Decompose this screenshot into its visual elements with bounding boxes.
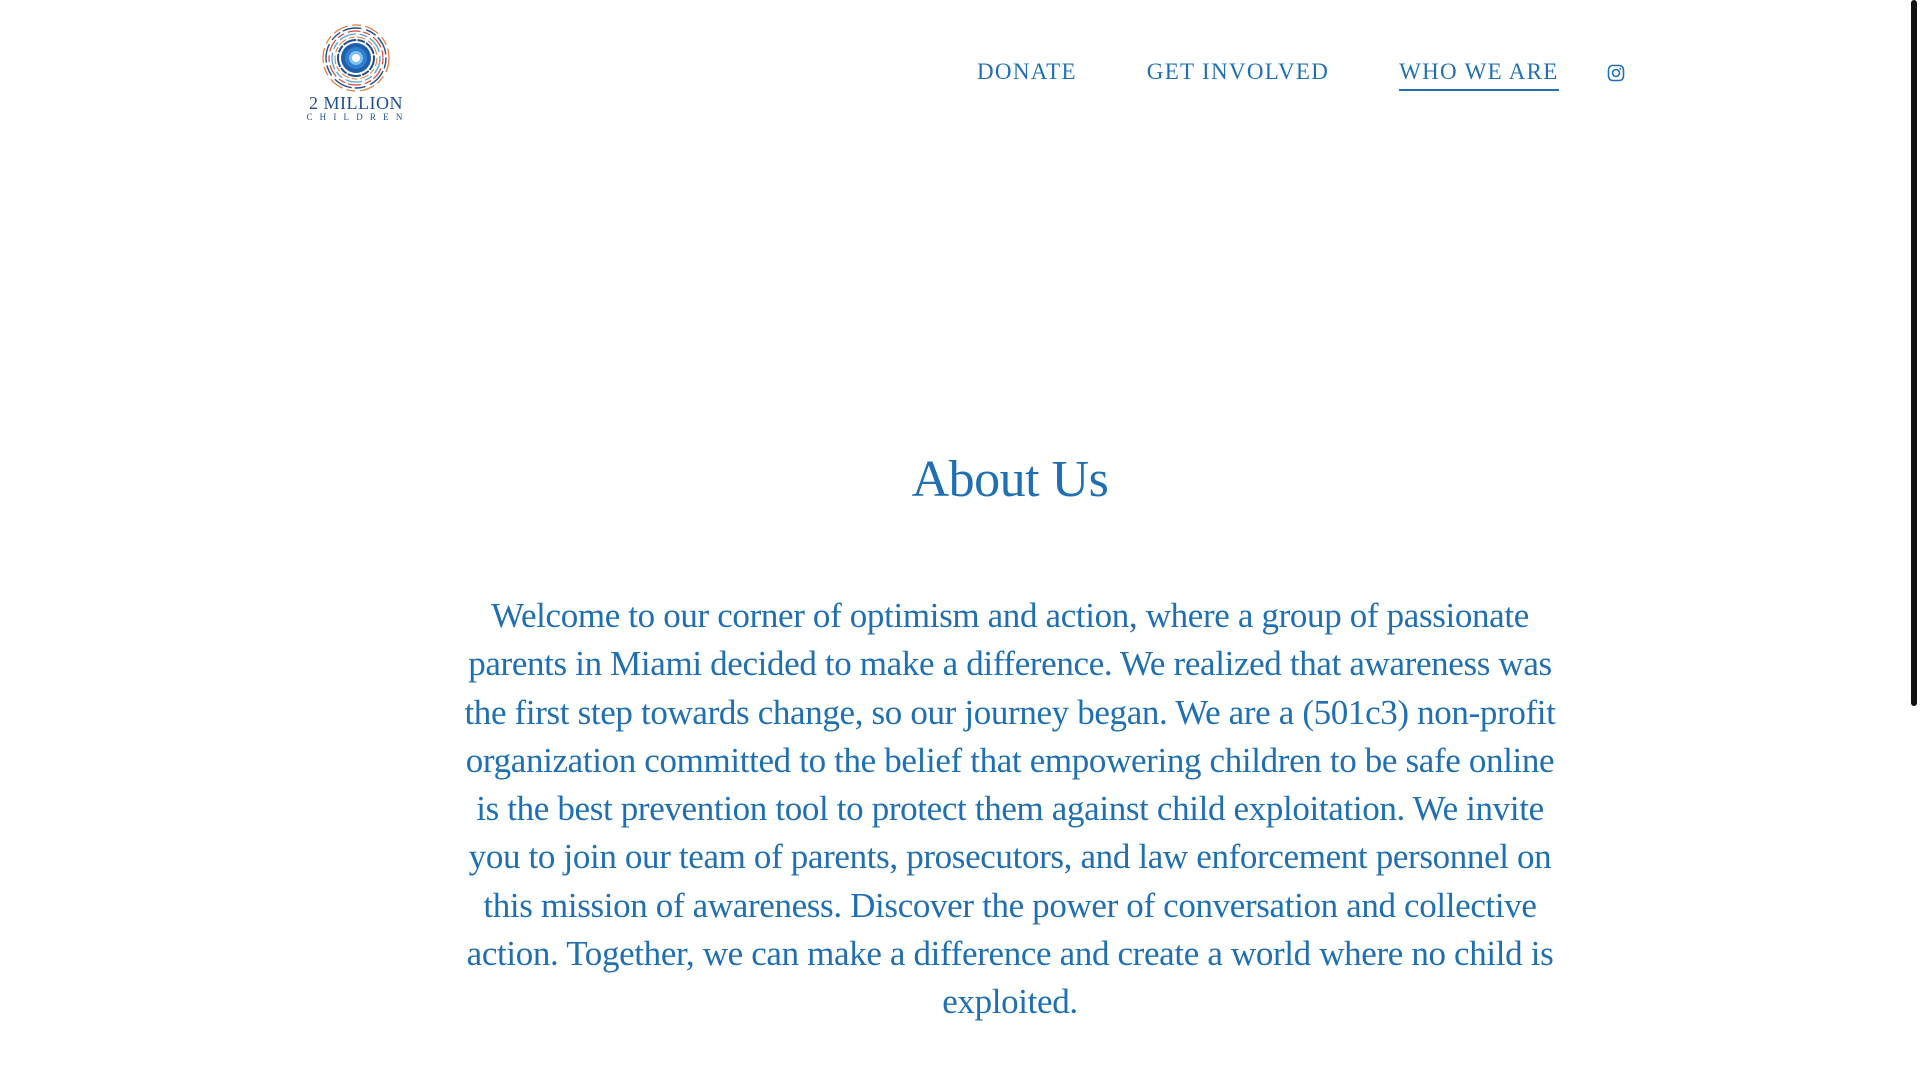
- scrollbar-thumb[interactable]: [1911, 0, 1917, 706]
- about-paragraph: Welcome to our corner of optimism and action, where a group of passionate parents in Miami decided to make a difference. We realized that awareness was the first step towards change, so our journey began. We are a (501c3) non-profit organization committed to the belief that empowering children to be safe online is the best prevention tool to protect them against child exploitation. We invite you to join our team of parents, prosecutors, and law enforcement personnel on this mission of awareness. Discover the power of conversation and collective action. Together, we can make a difference and create a world where no child is exploited.: [464, 596, 1556, 1022]
- page-title: About Us: [911, 451, 1109, 508]
- site-logo[interactable]: [300, 22, 412, 124]
- nav-who-we-are[interactable]: WHO WE ARE: [1399, 59, 1559, 91]
- nav-get-involved[interactable]: GET INVOLVED: [1146, 59, 1330, 84]
- page-scrollbar[interactable]: [1906, 0, 1920, 1080]
- nav-donate[interactable]: DONATE: [977, 59, 1077, 84]
- logo-subtitle: CHILDREN: [306, 112, 410, 122]
- site-header: [0, 0, 1920, 150]
- spiral-eye-logo-icon: [300, 22, 412, 94]
- main-nav: [977, 58, 1625, 92]
- instagram-icon[interactable]: [1607, 64, 1625, 82]
- logo-title: 2 MILLION: [309, 93, 403, 113]
